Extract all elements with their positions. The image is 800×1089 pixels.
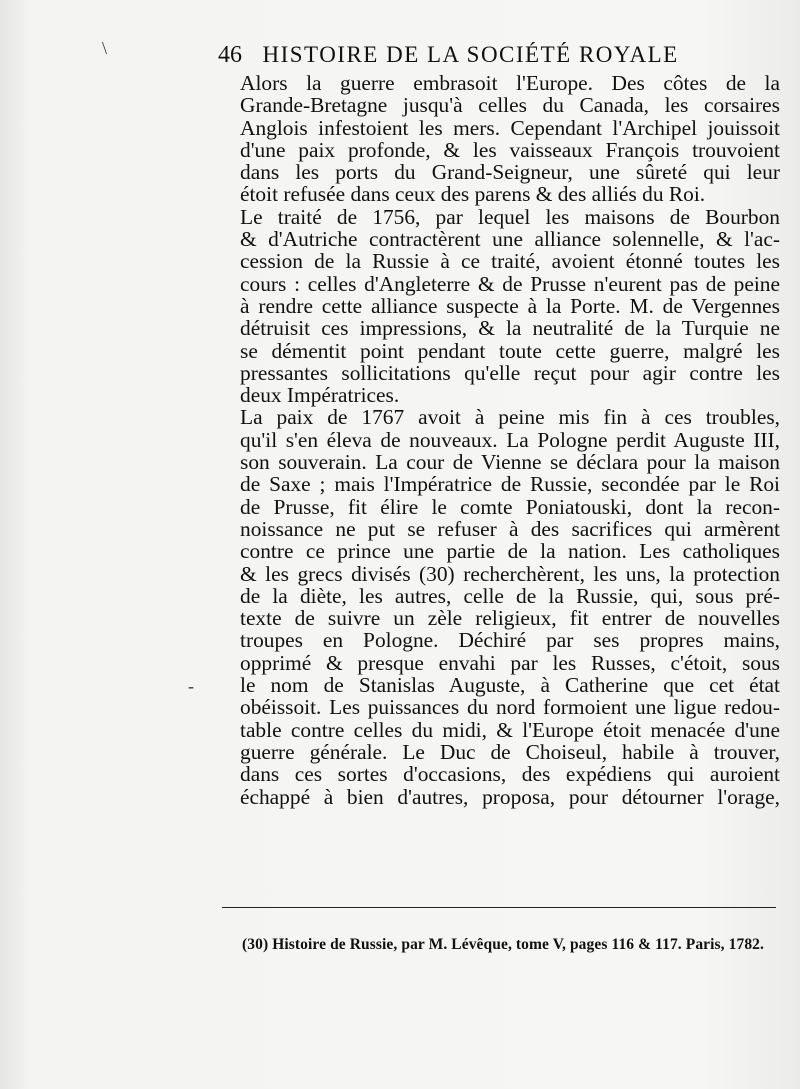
text-line: & les grecs divisés (30) recherchèrent, les uns, la protection [240, 561, 780, 586]
text-line: obéissoit. Les puissances du nord formoient une ligue redou- [240, 695, 780, 720]
text-line: Anglois infestoient les mers. Cependant l'Archipel jouissoit [240, 115, 780, 140]
body-text [218, 72, 780, 808]
text-line: à rendre cette alliance suspecte à la Porte. M. de Vergennes [240, 293, 780, 318]
text-line: deux Impératrices. [240, 383, 400, 408]
text-line: étoit refusée dans ceux des parens & des alliés du Roi. [240, 182, 706, 207]
footnote-rule [222, 907, 776, 908]
page-number: 46 [218, 42, 242, 68]
text-line: dans les ports du Grand-Seigneur, une sûreté qui leur [240, 160, 780, 185]
text-line: La paix de 1767 avoit à peine mis fin à ces troubles, [240, 405, 780, 430]
text-line: de Prusse, fit élire le comte Poniatouski, dont la recon- [240, 494, 780, 519]
text-line: d'une paix profonde, & les vaisseaux François trouvoient [240, 137, 780, 162]
text-line: dans ces sortes d'occasions, des expédiens qui auroient [240, 762, 780, 787]
paragraph-1 [218, 72, 780, 206]
running-title: HISTOIRE DE LA SOCIÉTÉ ROYALE [262, 42, 679, 67]
text-line: pressantes sollicitations qu'elle reçut pour agir contre les [240, 360, 780, 385]
text-line: son souverain. La cour de Vienne se déclara pour la maison [240, 450, 780, 475]
text-line: se démentit point pendant toute cette guerre, malgré les [240, 338, 780, 363]
text-line: échappé à bien d'autres, proposa, pour détourner l'orage, [240, 784, 780, 809]
margin-mark-top: \ [102, 38, 108, 58]
text-line: contre ce prince une partie de la nation. Les catholiques [240, 539, 780, 564]
text-line: noissance ne put se refuser à des sacrifices qui armèrent [240, 516, 780, 541]
margin-mark-mid: - [188, 676, 194, 696]
page-header [218, 42, 778, 69]
text-line: cession de la Russie à ce traité, avoient étonné toutes les [240, 249, 780, 274]
text-line: détruisit ces impressions, & la neutralité de la Turquie ne [240, 316, 780, 341]
text-line: Grande-Bretagne jusqu'à celles du Canada, les corsaires [240, 93, 780, 118]
text-line: de la diète, les autres, celle de la Russie, qui, sous pré- [240, 583, 780, 608]
text-line: troupes en Pologne. Déchiré par ses propres mains, [240, 628, 780, 653]
text-line: de Saxe ; mais l'Impératrice de Russie, secondée par le Roi [240, 472, 780, 497]
text-line: & d'Autriche contractèrent une alliance solennelle, & l'ac- [240, 227, 780, 252]
text-line: le nom de Stanislas Auguste, à Catherine que cet état [240, 673, 780, 698]
text-line: table contre celles du midi, & l'Europe étoit menacée d'une [240, 717, 780, 742]
text-line: Alors la guerre embrasoit l'Europe. Des côtes de la [240, 71, 780, 95]
text-line: guerre générale. Le Duc de Choiseul, habile à trouver, [240, 739, 780, 764]
text-line: qu'il s'en éleva de nouveaux. La Pologne perdit Auguste III, [240, 427, 780, 452]
footnote: (30) Histoire de Russie, par M. Lévêque, tome V, pages 116 & 117. Paris, 1782. [242, 936, 765, 953]
paragraph-2 [218, 206, 780, 407]
text-line: texte de suivre un zèle religieux, fit entrer de nouvelles [240, 606, 780, 631]
paragraph-3 [218, 406, 780, 807]
text-line: cours : celles d'Angleterre & de Prusse n'eurent pas de peine [240, 271, 780, 296]
text-line: opprimé & presque envahi par les Russes, c'étoit, sous [240, 650, 780, 675]
text-line: Le traité de 1756, par lequel les maisons de Bourbon [240, 204, 780, 229]
